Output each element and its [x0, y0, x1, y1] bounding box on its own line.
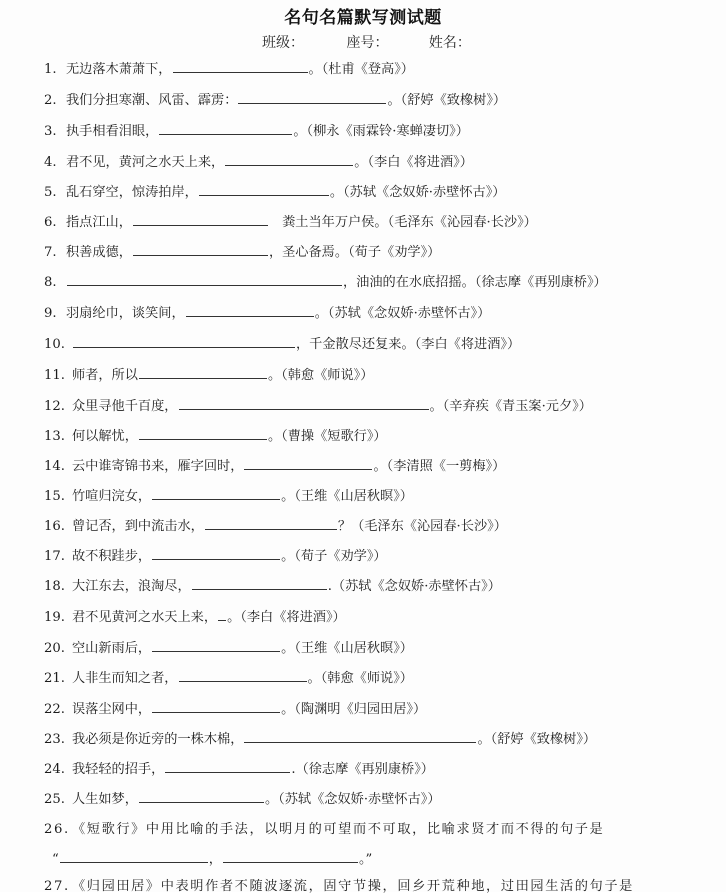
answer-blank[interactable] [225, 153, 353, 166]
question-number: 17. [44, 549, 65, 564]
question-continuation: 。 [267, 368, 282, 383]
question-prompt: 君不见，黄河之水天上来， [66, 155, 225, 170]
question-22 [44, 700, 426, 719]
question-source: （李清照《一剪梅》） [386, 459, 506, 474]
question-number: 20. [44, 641, 65, 656]
question-1 [44, 60, 414, 79]
question-prompt: 积善成德， [66, 245, 132, 260]
answer-blank[interactable] [179, 669, 307, 682]
question-23 [44, 730, 596, 749]
question-source: （舒婷《致橡树》） [490, 732, 597, 747]
question-continuation: 。 [264, 792, 279, 807]
question-text: 《归园田居》中表明作者不随波逐流，固守节操，回乡开荒种地，过田园生活的句子是 [72, 879, 634, 894]
question-number: 9. [44, 306, 57, 321]
question-number: 19. [44, 610, 65, 625]
question-number: 1. [44, 62, 57, 77]
question-continuation: 。 [387, 93, 401, 108]
open-quote: “ [52, 852, 59, 867]
question-prompt: 何以解忧， [72, 429, 138, 444]
question-continuation: ，圣心备焉。 [268, 245, 349, 260]
question-prompt: 羽扇纶巾，谈笑间， [66, 306, 185, 321]
question-number: 7. [44, 245, 57, 260]
question-prompt: 空山新雨后， [72, 641, 152, 656]
answer-blank[interactable] [205, 517, 337, 530]
question-prompt: 君不见黄河之水天上来， [72, 610, 218, 625]
answer-blank[interactable] [186, 304, 314, 317]
question-source: （荀子《劝学》） [294, 549, 387, 564]
question-prompt: 执手相看泪眼， [66, 124, 159, 139]
question-prompt: 人生如梦， [72, 792, 138, 807]
question-9 [44, 304, 490, 323]
answer-blank[interactable] [152, 639, 280, 652]
separator: ， [208, 852, 222, 867]
question-continuation: 。 [329, 185, 344, 200]
question-number: 3. [44, 124, 57, 139]
question-source: （柳永《雨霖铃·寒蝉凄切》） [306, 124, 469, 139]
question-26 [44, 821, 604, 839]
question-source: （曹操《短歌行》） [281, 429, 387, 444]
question-number: 6. [44, 215, 57, 230]
question-prompt: 我轻轻的招手， [72, 762, 165, 777]
question-continuation: ，千金散尽还复来。 [296, 337, 415, 352]
answer-blank[interactable] [67, 273, 342, 286]
question-number: 23. [44, 732, 65, 747]
question-source: （荀子《劝学》） [348, 245, 441, 260]
question-21 [44, 669, 413, 688]
answer-blank[interactable] [192, 577, 327, 590]
question-number: 24. [44, 762, 65, 777]
question-continuation: 。 [373, 459, 387, 474]
question-source: （韩愈《师说》） [320, 671, 413, 686]
answer-blank[interactable] [244, 730, 476, 743]
question-source: （舒婷《致橡树》） [400, 93, 507, 108]
question-13 [44, 427, 387, 446]
question-number: 5. [44, 185, 57, 200]
question-4 [44, 153, 473, 172]
answer-blank[interactable] [173, 60, 308, 73]
answer-blank[interactable] [179, 397, 429, 410]
question-6 [44, 213, 537, 232]
question-source: （苏轼《念奴娇·赤壁怀古》） [327, 306, 491, 321]
question-continuation: 。 [267, 429, 282, 444]
question-continuation: 。 [354, 155, 368, 170]
question-number: 14. [44, 459, 65, 474]
question-continuation: 。 [307, 671, 321, 686]
question-source: （陶渊明《归园田居》） [294, 702, 427, 717]
seat-number-field-label: 座号： [346, 35, 389, 51]
question-continuation: 。 [314, 306, 328, 321]
answer-blank[interactable] [73, 335, 295, 348]
question-17 [44, 547, 387, 566]
answer-blank[interactable] [152, 547, 280, 560]
question-source: （李白《将进酒》） [414, 337, 521, 352]
answer-blank[interactable] [133, 213, 268, 226]
question-continuation: 。 [281, 641, 295, 656]
question-8 [44, 273, 607, 292]
question-number: 26. [44, 822, 70, 837]
question-continuation: 。 [308, 62, 322, 77]
question-source: （苏轼《念奴娇·赤壁怀古》） [278, 792, 441, 807]
question-2 [44, 91, 506, 110]
question-19 [44, 608, 346, 627]
question-number: 11. [44, 368, 65, 383]
question-number: 4. [44, 155, 57, 170]
answer-blank[interactable] [152, 700, 280, 713]
question-source: （王维《山居秋暝》） [294, 641, 413, 656]
question-number: 21. [44, 671, 65, 686]
question-prompt: 我们分担寒潮、风雷、霹雳： [66, 93, 238, 108]
question-continuation: 。 [227, 610, 241, 625]
question-16 [44, 517, 507, 536]
question-source: （苏轼《念奴娇·赤壁怀古》） [343, 185, 506, 200]
question-number: 22. [44, 702, 65, 717]
question-number: 25. [44, 792, 65, 807]
question-prompt: 无边落木萧萧下， [66, 62, 172, 77]
question-27 [44, 878, 634, 896]
answer-blank[interactable] [223, 850, 358, 863]
question-number: 18. [44, 579, 65, 594]
question-continuation: . [291, 762, 296, 777]
question-source: （苏轼《念奴娇·赤壁怀古》） [331, 579, 501, 594]
question-15 [44, 487, 413, 506]
question-3 [44, 122, 469, 141]
question-source: （杜甫《登高》） [321, 62, 414, 77]
question-continuation: ？ [337, 519, 352, 534]
question-number: 12. [44, 399, 65, 414]
question-number: 15. [44, 489, 65, 504]
question-20 [44, 639, 413, 658]
answer-blank[interactable] [238, 91, 386, 104]
question-continuation: 。 [281, 549, 295, 564]
question-prompt: 云中谁寄锦书来，雁字回时， [72, 459, 244, 474]
question-24 [44, 760, 434, 779]
question-source: （徐志摩《再别康桥》） [474, 275, 607, 290]
question-14 [44, 457, 505, 476]
answer-blank[interactable] [139, 790, 264, 803]
answer-blank[interactable] [60, 850, 208, 863]
question-source: （毛泽东《沁园春·长沙》） [387, 215, 537, 230]
question-prompt: 乱石穿空，惊涛拍岸， [66, 185, 198, 200]
question-number: 2. [44, 93, 57, 108]
question-number: 16. [44, 519, 65, 534]
question-continuation: 。 [281, 702, 295, 717]
question-source: （辛弃疾《青玉案·元夕》） [442, 399, 592, 414]
answer-blank[interactable] [218, 608, 226, 621]
question-10 [44, 335, 520, 354]
question-source: （李白《将进酒》） [367, 155, 473, 170]
answer-blank[interactable] [139, 366, 267, 379]
question-prompt: 误落尘网中， [72, 702, 152, 717]
page-title: 名句名篇默写测试题 [284, 8, 442, 28]
question-prompt: 竹喧归浣女， [72, 489, 152, 504]
question-source: （韩愈《师说》） [281, 368, 374, 383]
question-26-answer-line [52, 850, 372, 869]
question-continuation: 。 [477, 732, 491, 747]
question-prompt: 指点江山， [66, 215, 132, 230]
question-11 [44, 366, 373, 385]
question-continuation: . [327, 579, 332, 594]
question-continuation: 。 [429, 399, 443, 414]
question-5 [44, 183, 506, 202]
question-12 [44, 397, 592, 416]
question-prompt: 我必须是你近旁的一株木棉， [72, 732, 244, 747]
class-field-label: 班级： [262, 35, 304, 51]
answer-blank[interactable] [139, 427, 267, 440]
question-source: （徐志摩《再别康桥》） [295, 762, 434, 777]
question-source: （王维《山居秋暝》） [294, 489, 413, 504]
question-prompt: 故不积跬步， [72, 549, 152, 564]
answer-blank[interactable] [133, 243, 268, 256]
question-number: 27. [44, 879, 70, 894]
question-18 [44, 577, 501, 596]
question-number: 8. [44, 275, 57, 290]
question-text: 《短歌行》中用比喻的手法，以明月的可望而不可取，比喻求贤才而不得的句子是 [72, 822, 605, 837]
question-7 [44, 243, 440, 262]
question-continuation: 。 [293, 124, 307, 139]
question-number: 13. [44, 429, 65, 444]
question-source: （毛泽东《沁园春·长沙》） [351, 519, 507, 534]
question-number: 10. [44, 337, 65, 352]
answer-blank[interactable] [244, 457, 372, 470]
answer-blank[interactable] [199, 183, 329, 196]
question-continuation: 粪土当年万户侯。 [268, 215, 388, 230]
question-prompt: 师者，所以 [72, 368, 138, 383]
question-prompt: 人非生而知之者， [72, 671, 178, 686]
question-continuation: 。 [281, 489, 295, 504]
answer-blank[interactable] [152, 487, 280, 500]
name-field-label: 姓名： [428, 35, 471, 51]
question-continuation: ，油油的在水底招摇。 [343, 275, 475, 290]
answer-blank[interactable] [165, 760, 290, 773]
question-prompt: 大江东去，浪淘尽， [72, 579, 191, 594]
close-quote: 。” [358, 852, 373, 867]
question-25 [44, 790, 441, 809]
question-source: （李白《将进酒》） [240, 610, 346, 625]
answer-blank[interactable] [159, 122, 292, 135]
student-info-fields [262, 32, 471, 52]
question-prompt: 曾记否，到中流击水， [72, 519, 204, 534]
question-prompt: 众里寻他千百度， [72, 399, 178, 414]
